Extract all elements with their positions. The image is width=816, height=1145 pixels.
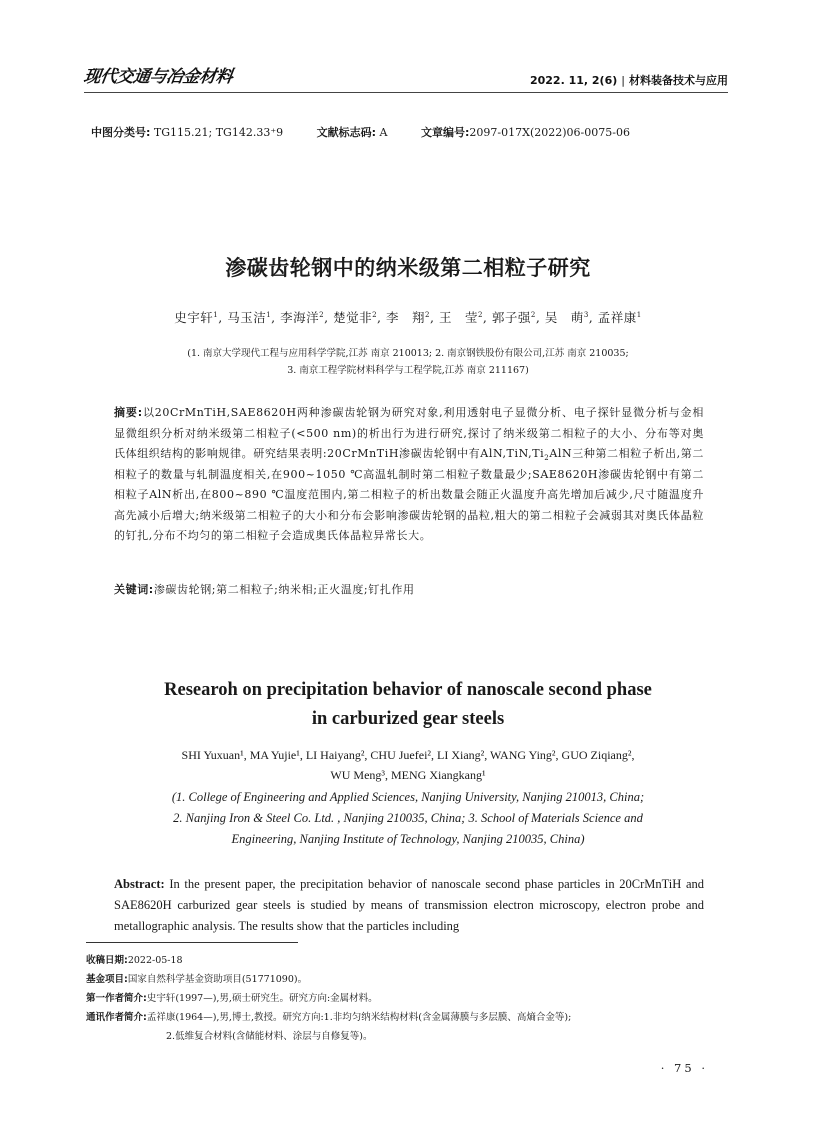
page-number: · 75 · bbox=[660, 1061, 708, 1075]
keywords-label: 关键词: bbox=[114, 583, 154, 596]
english-authors-line: SHI Yuxuan¹, MA Yujie¹, LI Haiyang², CHU Juefei², LI Xiang², WANG Ying², GUO Ziqiang², bbox=[181, 748, 635, 762]
english-affil-line: 2. Nanjing Iron & Steel Co. Ltd. , Nanjing 210035, China; 3. School of Materials Science and bbox=[173, 811, 643, 825]
author-name-text: 李 翔 bbox=[386, 310, 426, 325]
doc-code-label: 文献标志码: bbox=[316, 126, 377, 139]
journal-issue-info: 2022. 11, 2(6) | 材料装备技术与应用 bbox=[529, 74, 728, 87]
author-affiliation-mark: 1 bbox=[266, 310, 272, 319]
author-affiliation-mark: 2 bbox=[530, 310, 536, 319]
author-affiliation-mark: 2 bbox=[425, 310, 430, 319]
footnote-corresponding-cont: 2.低维复合材料(含储能材料、涂层与自修复等)。 bbox=[166, 1031, 373, 1042]
chinese-abstract-text: 以20CrMnTiH,SAE8620H两种渗碳齿轮钢为研究对象,利用透射电子显微分析、电子探针显微分析与金相显微组织分析对纳米级第二相粒子(<500 nm)的析出行为进行研究,探讨了纳米级第二相粒子的大小、分布等对奥氏体组织结构的影响规律。研究结果表明:20CrMnTiH渗碳齿轮钢中有AlN,TiN,Ti bbox=[114, 406, 704, 460]
clc-label: 中图分类号: bbox=[91, 126, 151, 139]
author-affiliation-mark: 1 bbox=[636, 310, 642, 319]
issue-number: 2022. 11, 2(6) bbox=[529, 74, 618, 87]
footnote-corresponding bbox=[86, 1008, 736, 1027]
english-authors-line: WU Meng³, MENG Xiangkang¹ bbox=[330, 768, 486, 782]
chemical-subscript: 2 bbox=[544, 454, 550, 463]
chinese-abstract-text-cont: AlN三种第二相粒子析出,第二相粒子的数量与轧制温度相关,在900~1050 ℃高温轧制时第二相粒子数量最少;SAE8620H渗碳齿轮钢中有第二相粒子AlN析出,在800~890 ℃温度范围内,第二相粒子的析出数量会随正火温度升高先增加后减少,尺寸随温度升高先减小后增大;纳米级第二相粒子的大小和分布会影响渗碳齿轮钢的晶粒,粗大的第二相粒子会减弱其对奥氏体晶粒的钉扎,分布不均匀的第二相粒子会造成奥氏体晶粒异常长大。 bbox=[114, 447, 704, 542]
chinese-affiliations bbox=[120, 345, 696, 379]
chinese-authors: 史宇轩$^1$, 马玉洁$^1$, 李海洋$^2$, 楚觉非$^2$, 李 翔$^2$, 王 莹$^2$, 郭子强$^2$, 吴 萌$^3$, 孟祥康$^1$ bbox=[174, 310, 642, 325]
footnote-received bbox=[86, 951, 736, 970]
author-name bbox=[439, 310, 483, 325]
corresponding-label: 通讯作者简介: bbox=[86, 1012, 147, 1023]
author-affiliation-mark: 2 bbox=[477, 310, 483, 319]
author-name bbox=[492, 310, 536, 325]
chinese-abstract-label: 摘要: bbox=[114, 406, 143, 419]
footnote-fund bbox=[86, 970, 736, 989]
clc-value: TG115.21; TG142.33⁺9 bbox=[153, 126, 284, 139]
author-name bbox=[280, 310, 324, 325]
author-affiliation-mark: 2 bbox=[319, 310, 325, 319]
author-name-text: 马玉洁 bbox=[227, 310, 267, 325]
author-name-text: 孟祥康 bbox=[597, 310, 637, 325]
first-author-label: 第一作者简介: bbox=[86, 993, 147, 1004]
english-title bbox=[0, 676, 816, 734]
received-value: 2022-05-18 bbox=[127, 955, 183, 966]
journal-section: 材料装备技术与应用 bbox=[629, 74, 728, 87]
chinese-abstract bbox=[114, 403, 704, 547]
author-name bbox=[386, 310, 430, 325]
chinese-title: 渗碳齿轮钢中的纳米级第二相粒子研究 bbox=[225, 256, 591, 280]
fund-value: 国家自然科学基金资助项目(51771090)。 bbox=[127, 974, 308, 985]
author-name-text: 史宇轩 bbox=[174, 310, 214, 325]
chinese-affil-line: (1. 南京大学现代工程与应用科学学院,江苏 南京 210013; 2. 南京钢铁股份有限公司,江苏 南京 210035; bbox=[187, 348, 629, 359]
author-name-text: 王 莹 bbox=[438, 310, 478, 325]
received-label: 收稿日期: bbox=[86, 955, 128, 966]
first-author-value: 史宇轩(1997—),男,硕士研究生。研究方向:金属材料。 bbox=[146, 993, 378, 1004]
journal-logo: 现代交通与冶金材料 bbox=[82, 67, 234, 87]
fund-label: 基金项目: bbox=[86, 974, 128, 985]
english-abstract-label: Abstract: bbox=[114, 877, 165, 891]
author-name-text: 郭子强 bbox=[491, 310, 531, 325]
header-divider bbox=[84, 92, 728, 93]
footnote-divider bbox=[86, 942, 298, 943]
author-name-text: 李海洋 bbox=[280, 310, 320, 325]
article-no-value: 2097-017X(2022)06-0075-06 bbox=[469, 126, 630, 139]
author-affiliation-mark: 1 bbox=[213, 310, 219, 319]
author-affiliation-mark: 2 bbox=[372, 310, 378, 319]
english-authors bbox=[0, 745, 816, 785]
chinese-affil-line: 3. 南京工程学院材料科学与工程学院,江苏 南京 211167) bbox=[287, 365, 529, 376]
footnote-first-author bbox=[86, 989, 736, 1008]
author-name-text: 吴 萌 bbox=[544, 310, 584, 325]
corresponding-value: 孟祥康(1964—),男,博士,教授。研究方向:1.非均匀纳米结构材料(含金属薄膜与多层膜、高熵合金等); bbox=[146, 1012, 572, 1023]
author-name bbox=[545, 310, 589, 325]
english-title-line: in carburized gear steels bbox=[311, 709, 505, 729]
english-affil-line: Engineering, Nanjing Institute of Technology, Nanjing 210035, China) bbox=[231, 832, 585, 846]
author-name bbox=[598, 310, 642, 325]
footnotes bbox=[86, 951, 736, 1046]
english-abstract bbox=[114, 874, 704, 937]
author-name bbox=[174, 310, 218, 325]
author-name bbox=[333, 310, 377, 325]
english-title-line: Researoh on precipitation behavior of nanoscale second phase bbox=[164, 680, 652, 700]
author-affiliation-mark: 3 bbox=[583, 310, 589, 319]
chinese-keywords bbox=[114, 581, 704, 597]
doc-code-value: A bbox=[379, 126, 388, 139]
english-abstract-text: In the present paper, the precipitation behavior of nanoscale second phase particles in 20CrMnTiH and SAE8620H carburized gear steels is studied by means of transmission electron microscopy, electron probe and metallographic analysis. The results show that the particles including bbox=[114, 877, 705, 933]
article-no-label: 文章编号: bbox=[421, 126, 470, 139]
keywords-text: 渗碳齿轮钢;第二相粒子;纳米相;正火温度;钉扎作用 bbox=[153, 583, 415, 596]
classification-line bbox=[91, 124, 731, 140]
english-affiliations bbox=[0, 787, 816, 850]
author-name bbox=[227, 310, 271, 325]
english-affil-line: (1. College of Engineering and Applied Sciences, Nanjing University, Nanjing 210013, China; bbox=[171, 790, 645, 804]
author-name-text: 楚觉非 bbox=[333, 310, 373, 325]
